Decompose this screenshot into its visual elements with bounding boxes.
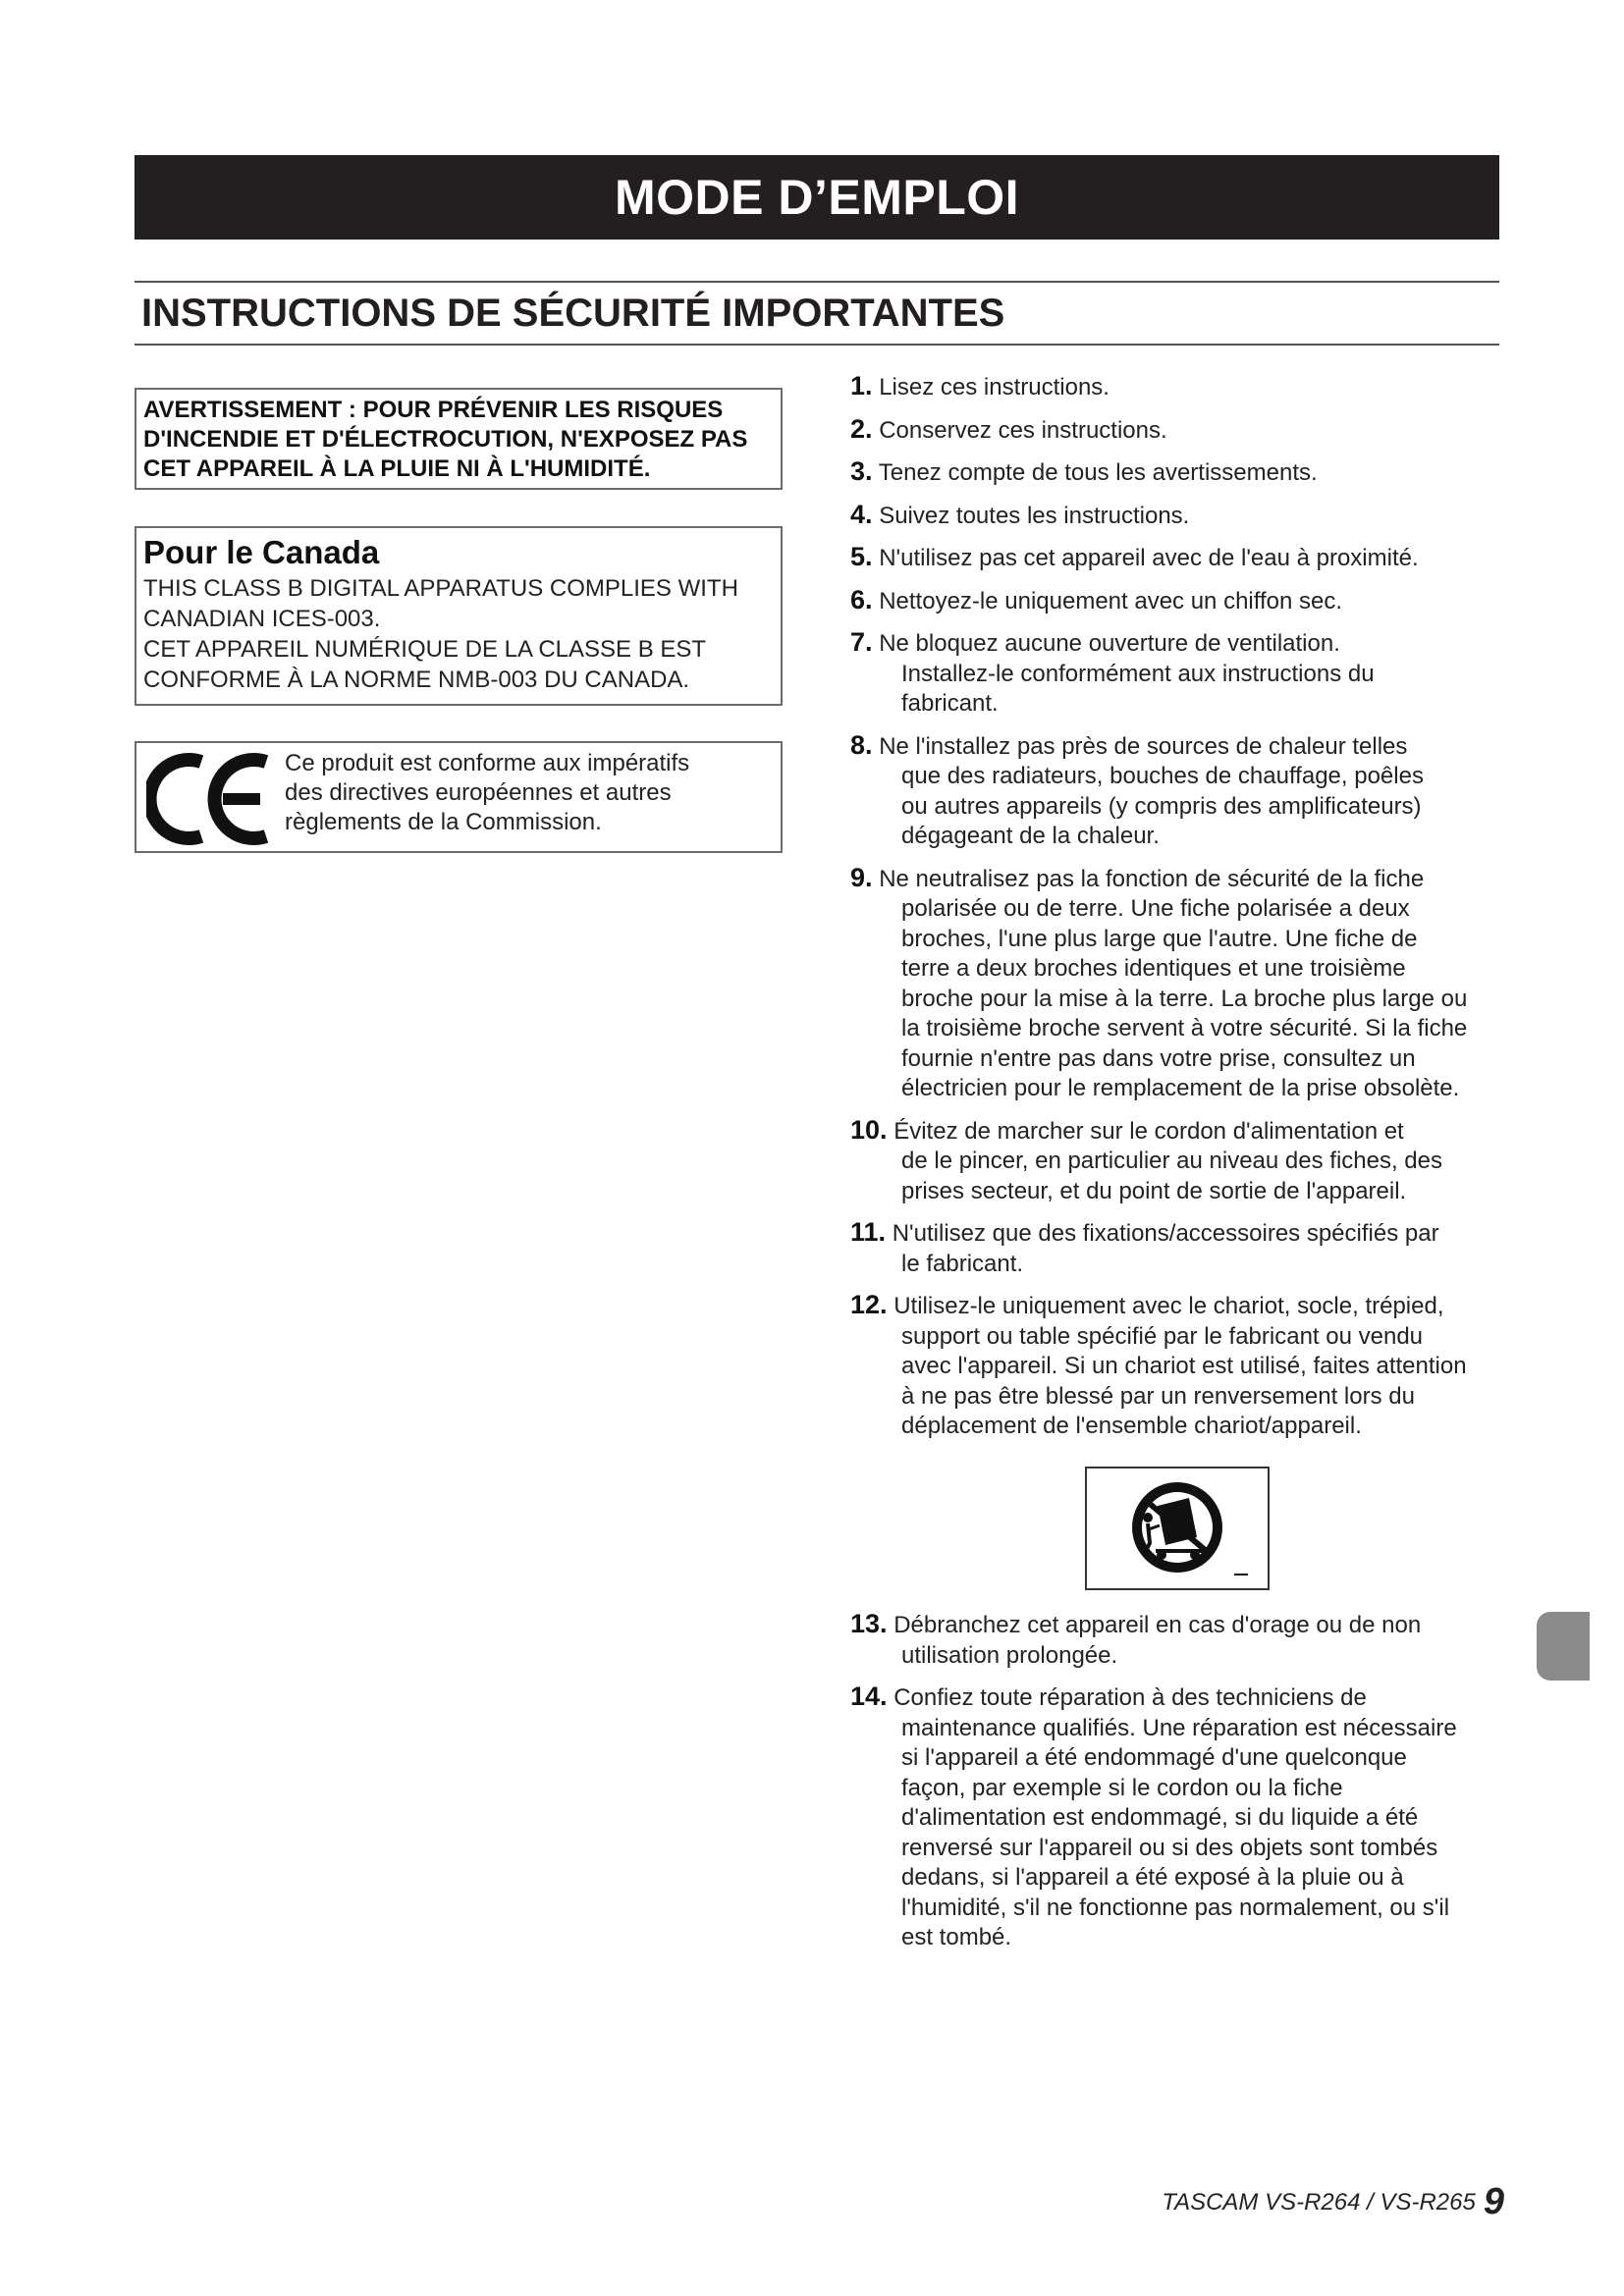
ce-mark-icon — [146, 752, 274, 846]
instruction-line: l'humidité, s'il ne fonctionne pas normalement, ou s'il — [901, 1894, 1450, 1921]
instruction-line: à ne pas être blessé par un renversement lors du — [901, 1382, 1415, 1410]
instruction-item — [850, 1115, 1508, 1207]
instruction-line: dedans, si l'appareil a été exposé à la pluie ou à — [901, 1864, 1404, 1891]
section-title: INSTRUCTIONS DE SÉCURITÉ IMPORTANTES — [141, 292, 1005, 335]
instruction-line: fabricant. — [901, 690, 999, 717]
instruction-item — [850, 542, 1508, 574]
instruction-item — [850, 627, 1508, 720]
instruction-line: dégageant de la chaleur. — [901, 823, 1160, 849]
ce-notice-box — [135, 741, 783, 853]
ce-text — [285, 749, 776, 837]
canada-line: CANADIAN ICES-003. — [143, 606, 381, 632]
instruction-item — [850, 414, 1508, 447]
canada-line: CONFORME À LA NORME NMB-003 DU CANADA. — [143, 667, 690, 693]
instruction-number: 10. — [850, 1114, 888, 1145]
instruction-line: ou autres appareils (y compris des amplificateurs) — [901, 792, 1422, 820]
instruction-line: Suivez toutes les instructions. — [879, 502, 1190, 529]
warning-line: AVERTISSEMENT : POUR PRÉVENIR LES RISQUES — [143, 397, 724, 423]
ce-line: des directives européennes et autres — [285, 779, 672, 806]
canada-title: Pour le Canada — [143, 534, 380, 570]
page-number: 9 — [1483, 2181, 1504, 2222]
instruction-number: 13. — [850, 1609, 888, 1638]
ce-line: règlements de la Commission. — [285, 809, 602, 835]
instruction-list — [850, 371, 1508, 1453]
instruction-line: Débranchez cet appareil en cas d'orage ou de non — [893, 1612, 1422, 1638]
instruction-number: 2. — [850, 413, 873, 444]
instruction-line: Utilisez-le uniquement avec le chariot, socle, trépied, — [893, 1293, 1444, 1319]
instruction-line: de le pincer, en particulier au niveau des fiches, des — [901, 1148, 1443, 1174]
warning-line: D'INCENDIE ET D'ÉLECTROCUTION, N'EXPOSEZ PAS — [143, 426, 748, 453]
section-tab-marker — [1537, 1612, 1590, 1681]
instruction-number: 9. — [850, 862, 873, 892]
instruction-number: 14. — [850, 1682, 888, 1711]
instruction-line: Évitez de marcher sur le cordon d'alimentation et — [893, 1117, 1404, 1145]
page-footer — [1162, 2177, 1504, 2222]
instruction-line: Nettoyez-le uniquement avec un chiffon sec. — [879, 587, 1343, 614]
instruction-item — [850, 1609, 1508, 1671]
instruction-line: Conservez ces instructions. — [879, 416, 1167, 444]
instruction-line: terre a deux broches identiques et une troisième — [901, 955, 1406, 982]
instruction-number: 1. — [850, 371, 873, 400]
instruction-line: N'utilisez que des fixations/accessoires spécifiés par — [892, 1220, 1439, 1247]
instruction-line: Ne l'installez pas près de sources de chaleur telles — [879, 732, 1408, 760]
instruction-line: Installez-le conformément aux instructions du — [901, 660, 1375, 687]
instruction-number: 5. — [850, 542, 873, 571]
canada-line: CET APPAREIL NUMÉRIQUE DE LA CLASSE B EST — [143, 636, 707, 663]
instruction-line: N'utilisez pas cet appareil avec de l'eau à proximité. — [879, 545, 1419, 571]
instruction-number: 4. — [850, 499, 873, 529]
instruction-line: maintenance qualifiés. Une réparation est nécessaire — [901, 1714, 1457, 1741]
instruction-line: polarisée ou de terre. Une fiche polarisée a deux — [901, 895, 1410, 922]
canada-line: THIS CLASS B DIGITAL APPARATUS COMPLIES WITH — [143, 575, 738, 602]
instruction-line: Ne neutralisez pas la fonction de sécurité de la fiche — [879, 865, 1425, 892]
instruction-line: Lisez ces instructions. — [879, 374, 1110, 400]
warning-box — [135, 388, 783, 490]
instruction-line: prises secteur, et du point de sortie de l'appareil. — [901, 1177, 1407, 1204]
instruction-line: Ne bloquez aucune ouverture de ventilation. — [879, 630, 1340, 657]
instruction-item — [850, 456, 1508, 489]
instruction-line: la troisième broche servent à votre sécurité. Si la fiche — [901, 1015, 1468, 1041]
instruction-item — [850, 371, 1508, 403]
instruction-line: avec l'appareil. Si un chariot est utilisé, faites attention — [901, 1353, 1467, 1379]
instruction-line: broches, l'une plus large que l'autre. Une fiche de — [901, 925, 1418, 952]
instruction-number: 6. — [850, 584, 873, 614]
page-banner-title: MODE D’EMPLOI — [135, 155, 1499, 240]
instruction-line: d'alimentation est endommagé, si du liquide a été — [901, 1804, 1419, 1831]
instruction-list-continued — [850, 1609, 1508, 1964]
instruction-line: support ou table spécifié par le fabricant ou vendu — [901, 1322, 1424, 1350]
instruction-item — [850, 585, 1508, 617]
instruction-number: 12. — [850, 1290, 888, 1319]
instruction-line: utilisation prolongée. — [901, 1641, 1118, 1669]
warning-line: CET APPAREIL À LA PLUIE NI À L'HUMIDITÉ. — [143, 455, 651, 482]
instruction-number: 11. — [850, 1217, 887, 1247]
instruction-item — [850, 1682, 1508, 1953]
instruction-number: 3. — [850, 456, 873, 486]
instruction-line: Tenez compte de tous les avertissements. — [878, 459, 1318, 486]
instruction-item — [850, 1290, 1508, 1442]
instruction-line: façon, par exemple si le cordon ou la fiche — [901, 1774, 1343, 1801]
instruction-item — [850, 500, 1508, 532]
canada-notice-box — [135, 526, 783, 706]
instruction-line: fournie n'entre pas dans votre prise, consultez un — [901, 1044, 1416, 1072]
ce-line: Ce produit est conforme aux impératifs — [285, 750, 690, 776]
instruction-line: renversé sur l'appareil ou si des objets sont tombés — [901, 1834, 1438, 1861]
instruction-line: le fabricant. — [901, 1250, 1024, 1277]
instruction-number: 8. — [850, 729, 873, 760]
cart-tip-over-icon — [1087, 1468, 1268, 1588]
section-rule-bottom — [135, 344, 1499, 346]
footer-model: TASCAM VS-R264 / VS-R265 — [1162, 2189, 1476, 2216]
instruction-item — [850, 1217, 1508, 1279]
instruction-item — [850, 730, 1508, 852]
instruction-item — [850, 863, 1508, 1104]
instruction-line: électricien pour le remplacement de la prise obsolète. — [901, 1075, 1460, 1101]
instruction-line: déplacement de l'ensemble chariot/appareil. — [901, 1413, 1362, 1439]
cart-warning-sign — [1085, 1467, 1270, 1590]
instruction-number: 7. — [850, 627, 873, 657]
section-rule-top — [135, 281, 1499, 283]
instruction-line: si l'appareil a été endommagé d'une quelconque — [901, 1744, 1407, 1771]
instruction-line: est tombé. — [901, 1924, 1012, 1950]
instruction-line: que des radiateurs, bouches de chauffage, poêles — [901, 763, 1424, 789]
instruction-line: Confiez toute réparation à des techniciens de — [893, 1684, 1367, 1711]
instruction-line: broche pour la mise à la terre. La broche plus large ou — [901, 985, 1468, 1012]
